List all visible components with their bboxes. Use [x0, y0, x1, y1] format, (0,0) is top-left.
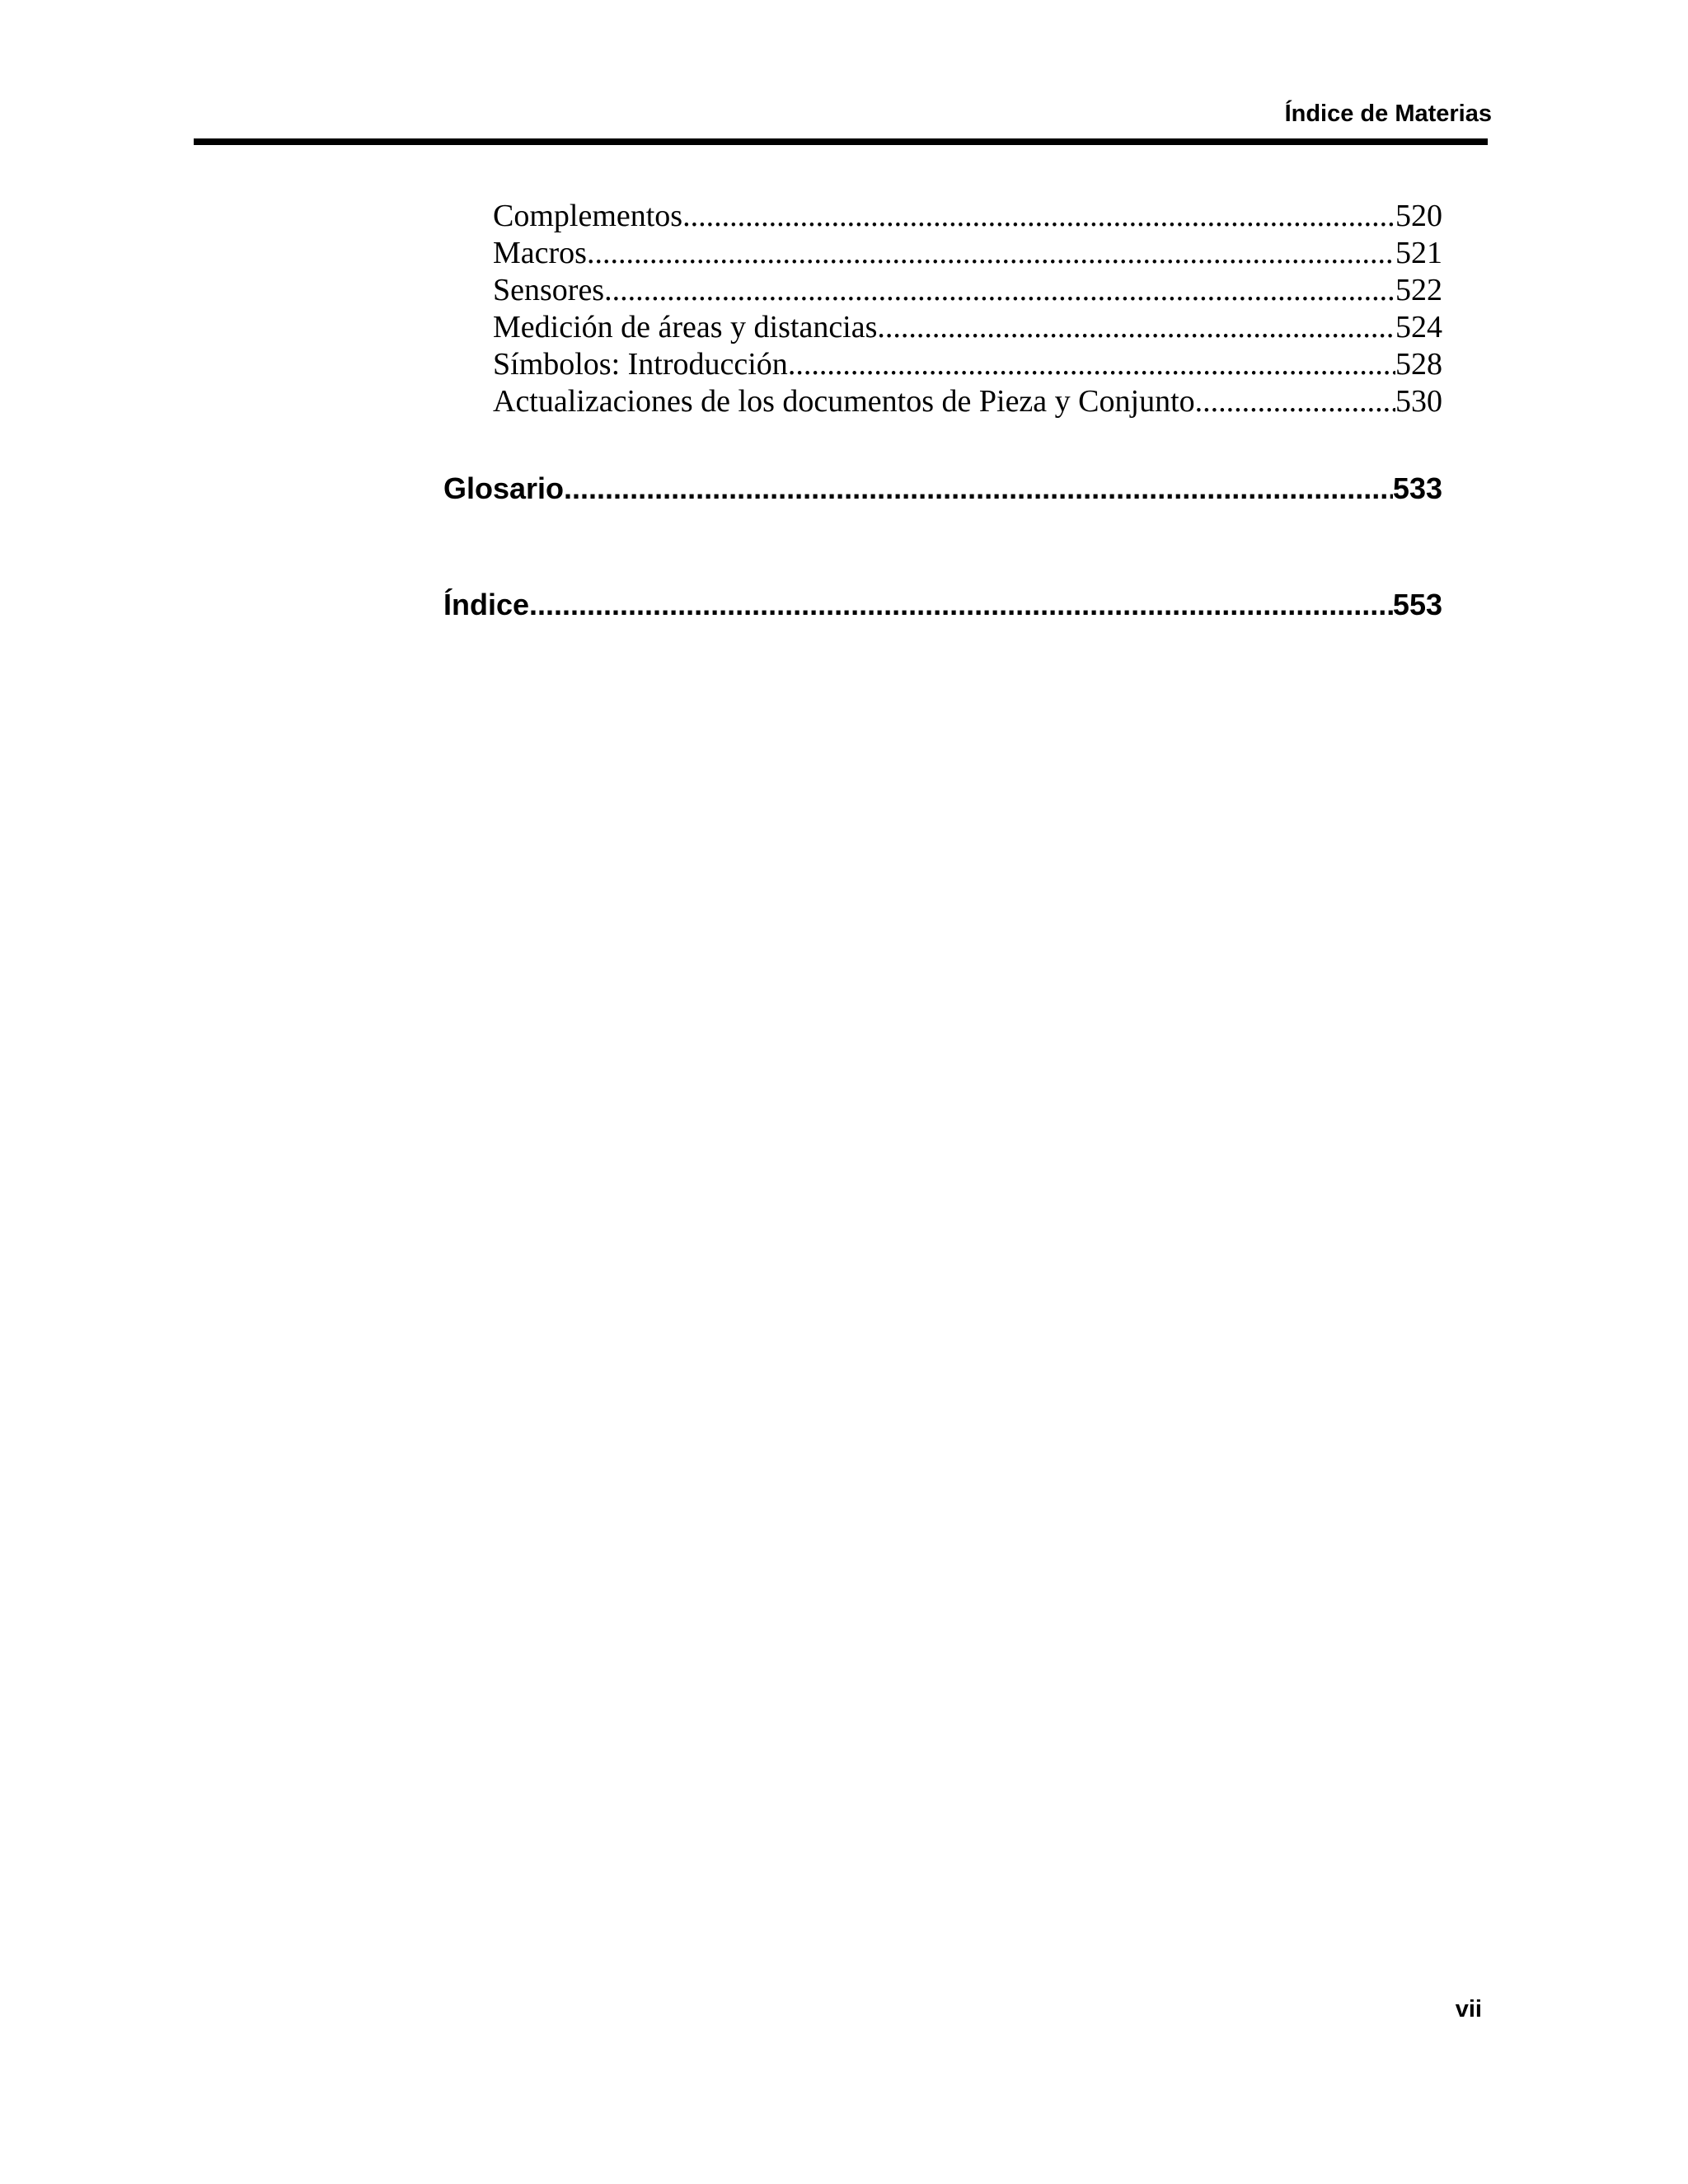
toc-entry-medicion[interactable] [493, 309, 1442, 346]
toc-entry-page: 553 [1392, 588, 1442, 621]
toc-entry-macros[interactable] [493, 235, 1442, 272]
dot-leader [587, 235, 1395, 272]
toc-entry-indice[interactable] [443, 586, 1442, 624]
toc-entry-simbolos[interactable] [493, 346, 1442, 383]
dot-leader [1195, 383, 1395, 420]
toc-entry-label: Glosario [443, 471, 565, 505]
dot-leader [529, 586, 1393, 624]
toc-entry-label: Medición de áreas y distancias [493, 310, 878, 344]
toc-entry-glosario[interactable] [443, 470, 1442, 508]
dot-leader [877, 309, 1395, 346]
toc-entry-page: 520 [1395, 199, 1442, 233]
toc-entry-label: Macros [493, 236, 587, 270]
toc-entry-sensores[interactable] [493, 272, 1442, 309]
dot-leader [682, 198, 1395, 235]
toc-entry-complementos[interactable] [493, 198, 1442, 235]
header-rule [194, 138, 1488, 145]
toc-entry-label: Actualizaciones de los documentos de Pieza y Conjunto [493, 384, 1195, 419]
running-header-title: Índice de Materias [1284, 101, 1492, 127]
page-number: vii [1455, 1996, 1482, 2022]
toc-entry-page: 528 [1395, 347, 1442, 382]
toc-entry-page: 530 [1395, 384, 1442, 419]
toc-entry-label: Sensores [493, 273, 605, 307]
dot-leader [604, 272, 1395, 309]
toc-entry-label: Complementos [493, 199, 683, 233]
dot-leader [788, 346, 1395, 383]
toc-entry-page: 533 [1392, 471, 1442, 505]
dot-leader [564, 470, 1393, 508]
toc-entry-actualizaciones[interactable] [493, 383, 1442, 420]
toc-entry-label: Índice [443, 588, 530, 621]
toc-entry-page: 521 [1395, 236, 1442, 270]
toc-entry-page: 522 [1395, 273, 1442, 307]
toc-entry-label: Símbolos: Introducción [493, 347, 788, 382]
toc-entry-page: 524 [1395, 310, 1442, 344]
